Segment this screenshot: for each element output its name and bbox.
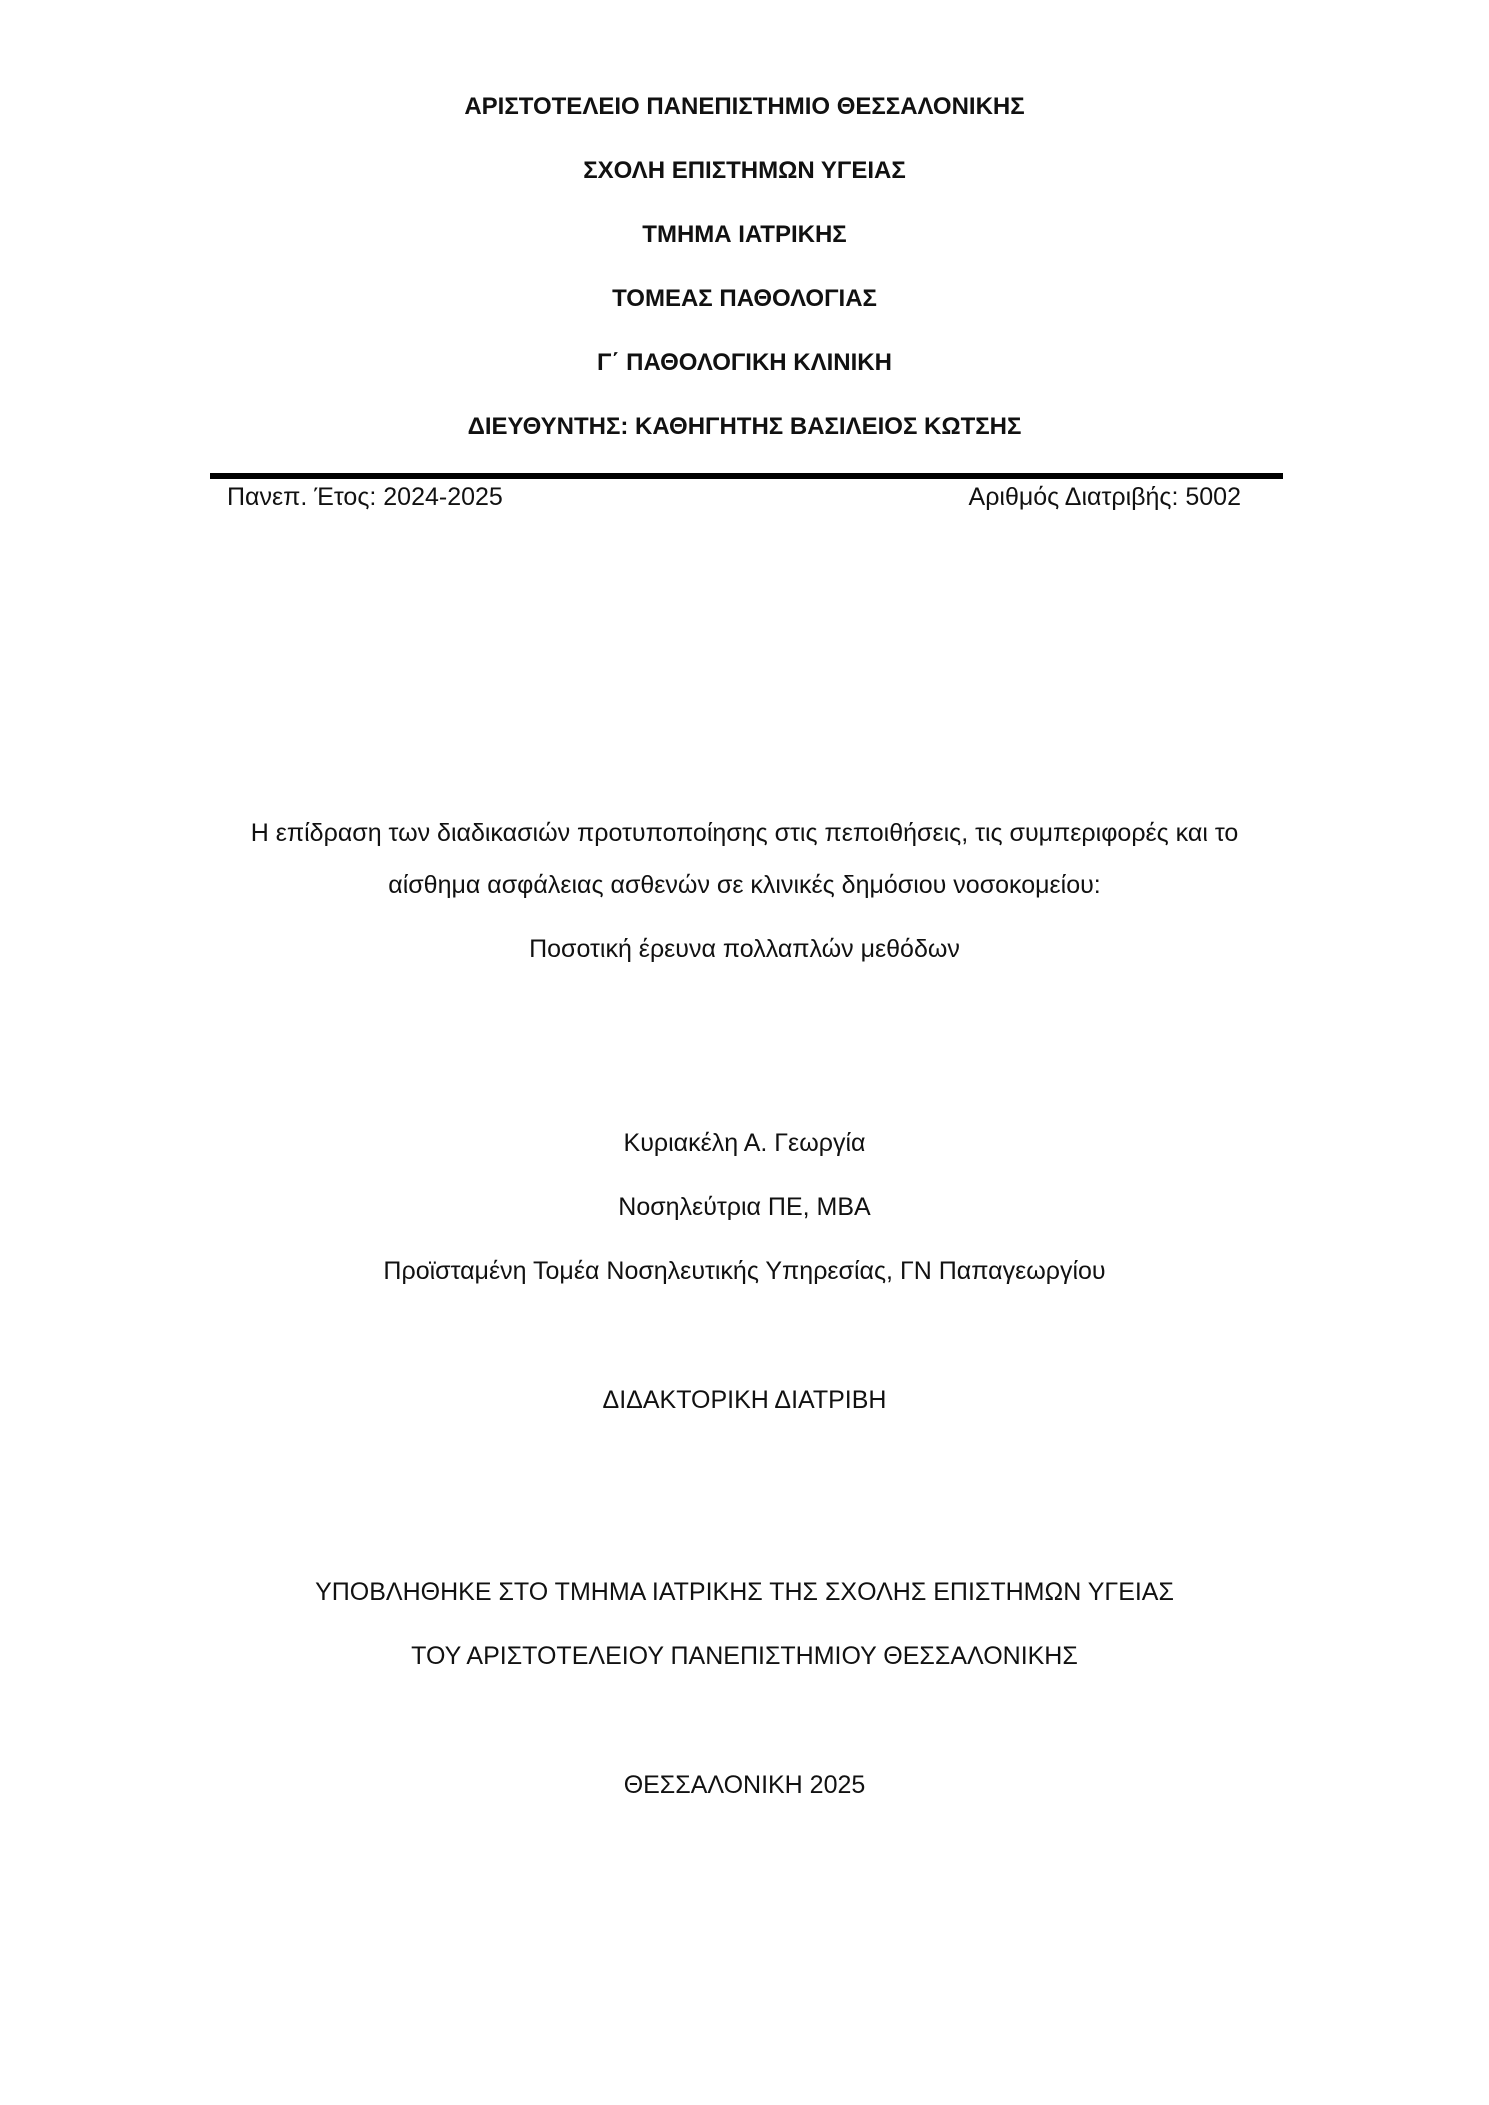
title-line-2: αίσθημα ασφάλειας ασθενών σε κλινικές δημόσιου νοσοκομείου: bbox=[388, 871, 1101, 899]
document-type: ΔΙΔΑΚΤΟΡΙΚΗ ΔΙΑΤΡΙΒΗ bbox=[602, 1386, 887, 1414]
clinic-name: Γ΄ ΠΑΘΟΛΟΓΙΚΗ ΚΛΙΝΙΚΗ bbox=[597, 349, 892, 376]
header-divider bbox=[210, 473, 1283, 479]
author-position: Προϊσταμένη Τομέα Νοσηλευτικής Υπηρεσίας, ΓΝ Παπαγεωργίου bbox=[383, 1257, 1106, 1285]
place-date: ΘΕΣΣΑΛΟΝΙΚΗ 2025 bbox=[623, 1771, 866, 1799]
title-line-1: Η επίδραση των διαδικασιών προτυποποίησης στις πεποιθήσεις, τις συμπεριφορές και το bbox=[250, 819, 1239, 847]
submission-line-2: ΤΟΥ ΑΡΙΣΤΟΤΕΛΕΙΟΥ ΠΑΝΕΠΙΣΤΗΜΙΟΥ ΘΕΣΣΑΛΟΝΙΚΗΣ bbox=[411, 1642, 1078, 1670]
school-name: ΣΧΟΛΗ ΕΠΙΣΤΗΜΩΝ ΥΓΕΙΑΣ bbox=[583, 157, 906, 184]
subtitle: Ποσοτική έρευνα πολλαπλών μεθόδων bbox=[529, 935, 960, 963]
author-name: Κυριακέλη Α. Γεωργία bbox=[623, 1129, 866, 1157]
sector-name: ΤΟΜΕΑΣ ΠΑΘΟΛΟΓΙΑΣ bbox=[612, 285, 877, 312]
dissertation-number: Αριθμός Διατριβής: 5002 bbox=[968, 483, 1241, 511]
director-line: ΔΙΕΥΘΥΝΤΗΣ: ΚΑΘΗΓΗΤΗΣ ΒΑΣΙΛΕΙΟΣ ΚΩΤΣΗΣ bbox=[467, 413, 1022, 440]
academic-year: Πανεπ. Έτος: 2024-2025 bbox=[227, 483, 503, 511]
submission-line-1: ΥΠΟΒΛΗΘΗΚΕ ΣΤΟ ΤΜΗΜΑ ΙΑΤΡΙΚΗΣ ΤΗΣ ΣΧΟΛΗΣ ΕΠΙΣΤΗΜΩΝ ΥΓΕΙΑΣ bbox=[315, 1578, 1174, 1606]
university-name: ΑΡΙΣΤΟΤΕΛΕΙΟ ΠΑΝΕΠΙΣΤΗΜΙΟ ΘΕΣΣΑΛΟΝΙΚΗΣ bbox=[464, 93, 1025, 120]
department-name: ΤΜΗΜΑ ΙΑΤΡΙΚΗΣ bbox=[642, 221, 847, 248]
author-degree: Νοσηλεύτρια ΠΕ, MBA bbox=[618, 1193, 871, 1221]
